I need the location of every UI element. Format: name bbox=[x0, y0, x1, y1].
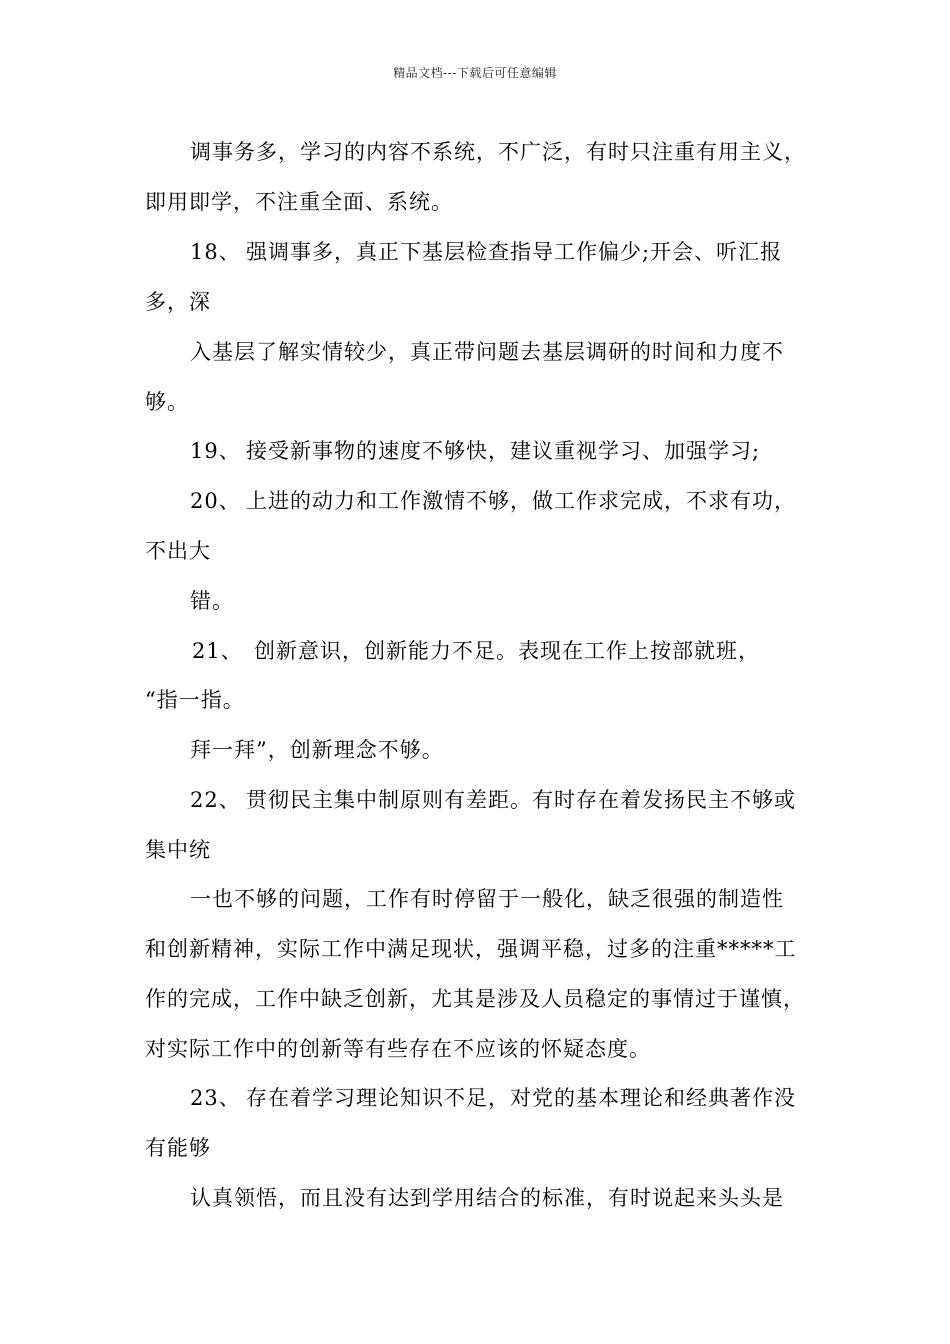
text-line: 入基层了解实情较少，真正带问题去基层调研的时间和力度不 bbox=[190, 340, 784, 364]
text-line: 错。 bbox=[190, 589, 234, 613]
list-item-19 bbox=[190, 441, 760, 462]
text-line: 有能够 bbox=[145, 1136, 211, 1160]
item-number: 20、 bbox=[190, 489, 241, 513]
text-line: 够。 bbox=[145, 390, 189, 414]
text-line: 不出大 bbox=[145, 539, 211, 563]
item-number: 21、 bbox=[192, 639, 243, 663]
item-number: 23、 bbox=[190, 1086, 241, 1110]
text-line: 调事务多，学习的内容不系统，不广泛，有时只注重有用主义， bbox=[190, 140, 806, 164]
list-item-23 bbox=[190, 1088, 796, 1109]
item-text: 强调事多，真正下基层检查指导工作偏少;开会、听汇报 bbox=[246, 240, 783, 264]
text-line: 集中统 bbox=[145, 838, 211, 862]
list-item-22 bbox=[190, 790, 796, 811]
item-number: 22、 bbox=[190, 788, 241, 812]
text-line: 多，深 bbox=[145, 290, 211, 314]
text-line: 即用即学，不注重全面、系统。 bbox=[145, 190, 453, 214]
list-item-18 bbox=[190, 242, 782, 263]
item-text: 存在着学习理论知识不足，对党的基本理论和经典著作没 bbox=[246, 1086, 796, 1110]
text-line: 拜一拜”，创新理念不够。 bbox=[190, 738, 444, 762]
text-line: 认真领悟，而且没有达到学用结合的标准，有时说起来头头是 bbox=[190, 1186, 784, 1210]
text-line: 对实际工作中的创新等有些存在不应该的怀疑态度。 bbox=[145, 1037, 651, 1061]
text-line: “指一指。 bbox=[145, 688, 245, 712]
item-number: 19、 bbox=[190, 439, 241, 463]
list-item-21 bbox=[192, 641, 760, 662]
page-header: 精品文档---下载后可任意编辑 bbox=[393, 66, 557, 80]
item-text: 接受新事物的速度不够快，建议重视学习、加强学习; bbox=[246, 439, 761, 463]
item-text: 上进的动力和工作激情不够，做工作求完成，不求有功， bbox=[246, 489, 796, 513]
text-line: 一也不够的问题，工作有时停留于一般化，缺乏很强的制造性 bbox=[190, 887, 784, 911]
text-line: 作的完成，工作中缺乏创新，尤其是涉及人员稳定的事情过于谨慎， bbox=[145, 987, 805, 1011]
item-text: 贯彻民主集中制原则有差距。有时存在着发扬民主不够或 bbox=[246, 788, 796, 812]
item-number: 18、 bbox=[190, 240, 241, 264]
list-item-20 bbox=[190, 491, 796, 512]
item-text: 创新意识，创新能力不足。表现在工作上按部就班， bbox=[254, 639, 760, 663]
text-line: 和创新精神，实际工作中满足现状，强调平稳，过多的注重*****工 bbox=[145, 937, 797, 961]
